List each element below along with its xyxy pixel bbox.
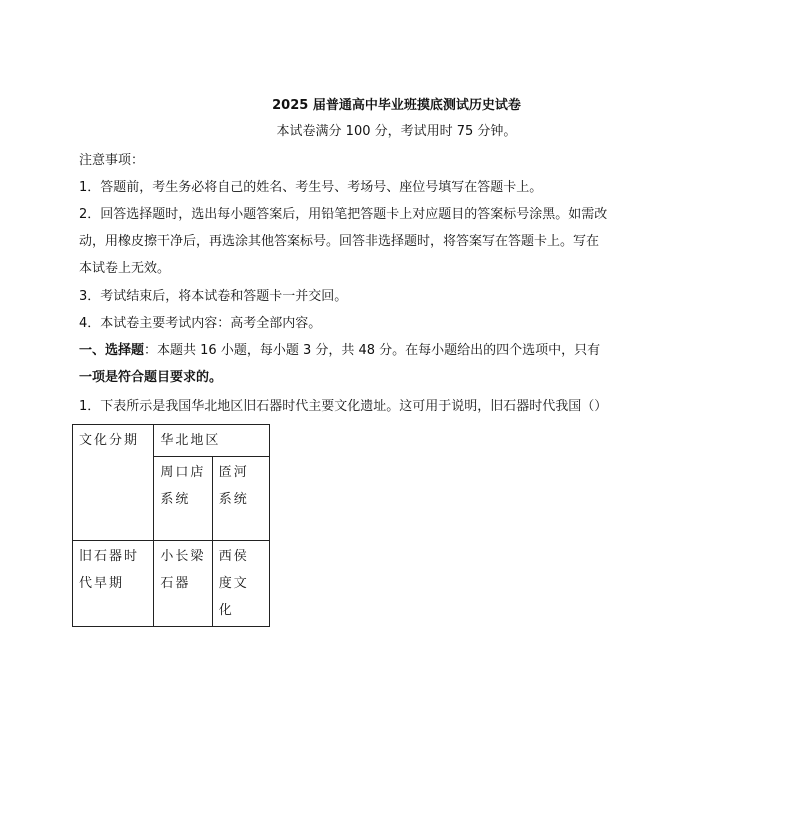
- table-cell-site-1: 小长梁石器: [154, 541, 212, 627]
- table-cell-site-2: 西侯度文化: [212, 541, 269, 627]
- note-item-2-line-2: 动，用橡皮擦干净后，再选涂其他答案标号。回答非选择题时，将答案写在答题卡上。写在: [79, 234, 600, 249]
- table-header-period: 文化分期: [73, 425, 154, 541]
- section-requirement: 一项是符合题目要求的。: [79, 370, 223, 385]
- question-1-stem: 1．下表所示是我国华北地区旧石器时代主要文化遗址。这可用于说明，旧石器时代我国（）: [79, 399, 608, 414]
- note-item-3: 3．考试结束后，将本试卷和答题卡一并交回。: [79, 289, 348, 304]
- section-instructions: [79, 337, 649, 364]
- table-subheader-kehe: 匼河系统: [212, 457, 269, 541]
- question-1-table: [72, 424, 270, 627]
- note-item-2-line-1: 2．回答选择题时，选出每小题答案后，用铅笔把答题卡上对应题目的答案标号涂黑。如需改: [79, 207, 608, 222]
- table-cell-period: 旧石器时代早期: [73, 541, 154, 627]
- exam-title: 2025 届普通高中毕业班摸底测试历史试卷: [272, 98, 521, 113]
- section-text: ：本题共 16 小题，每小题 3 分，共 48 分。在每小题给出的四个选项中，只有: [144, 343, 601, 358]
- exam-subtitle: 本试卷满分 100 分，考试用时 75 分钟。: [276, 124, 517, 139]
- section-label: 一、选择题: [79, 343, 145, 358]
- note-item-2-line-3: 本试卷上无效。: [79, 261, 171, 276]
- question-1-table-container: [72, 424, 270, 621]
- note-item-1: 1．答题前，考生务必将自己的姓名、考生号、考场号、座位号填写在答题卡上。: [79, 180, 543, 195]
- table-header-region: 华北地区: [154, 425, 270, 457]
- table-subheader-zhoukoudian: 周口店系统: [154, 457, 212, 541]
- note-item-4: 4．本试卷主要考试内容：高考全部内容。: [79, 316, 322, 331]
- notes-heading: 注意事项：: [79, 153, 145, 168]
